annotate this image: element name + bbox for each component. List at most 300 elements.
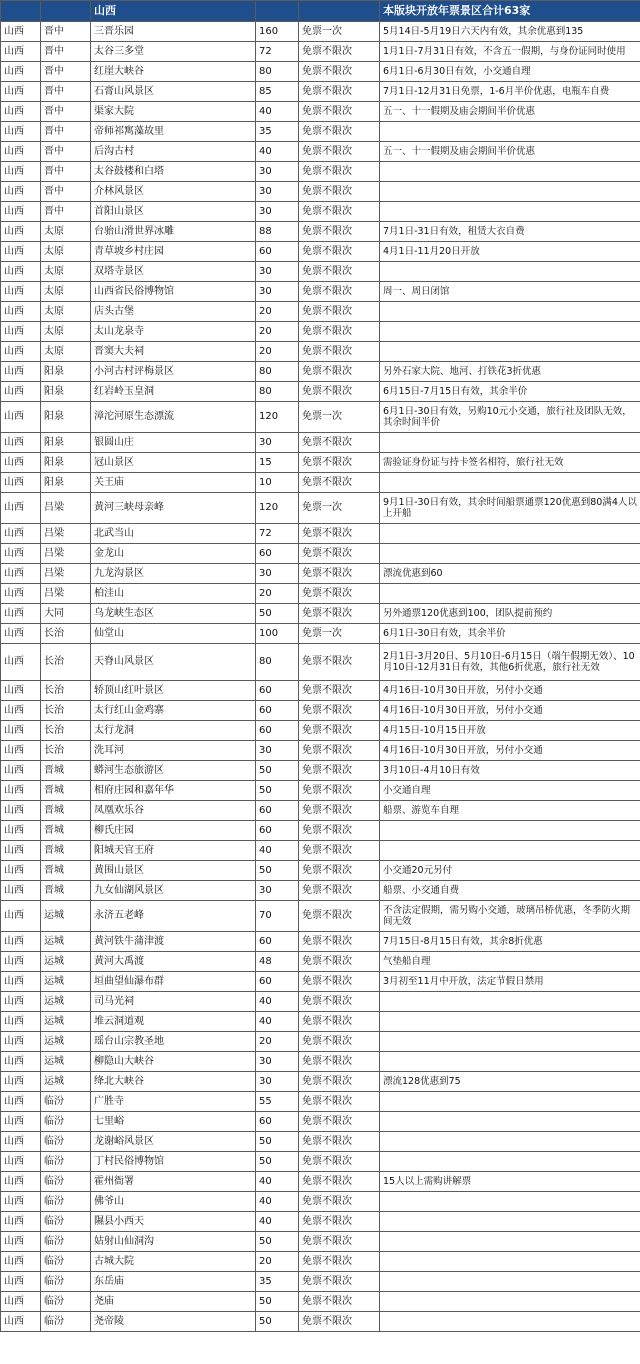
price-cell: 50 [256,781,299,801]
ticket-type-cell: 免票一次 [299,624,380,644]
spot-name-cell: 永济五老峰 [91,901,256,932]
city-cell: 长治 [41,721,91,741]
city-cell: 临汾 [41,1232,91,1252]
notes-cell [380,1132,640,1152]
spot-name-cell: 柏洼山 [91,584,256,604]
table-row [1,901,640,932]
notes-cell [380,262,640,282]
ticket-type-cell: 免票不限次 [299,801,380,821]
table-row [1,202,640,222]
notes-cell [380,1152,640,1172]
province-cell: 山西 [1,1032,41,1052]
price-cell: 60 [256,721,299,741]
ticket-type-cell: 免票不限次 [299,42,380,62]
notes-cell: 15人以上需购讲解票 [380,1172,640,1192]
price-cell: 88 [256,222,299,242]
ticket-type-cell: 免票不限次 [299,122,380,142]
notes-cell [380,841,640,861]
spot-name-cell: 广胜寺 [91,1092,256,1112]
price-cell: 30 [256,182,299,202]
city-cell: 晋城 [41,861,91,881]
price-cell: 60 [256,821,299,841]
spot-name-cell: 台骀山滑世界冰雕 [91,222,256,242]
table-row [1,992,640,1012]
table-row [1,182,640,202]
city-cell: 太原 [41,322,91,342]
province-cell: 山西 [1,433,41,453]
price-cell: 30 [256,741,299,761]
province-cell: 山西 [1,282,41,302]
notes-cell [380,1032,640,1052]
price-cell: 48 [256,952,299,972]
ticket-type-cell: 免票不限次 [299,584,380,604]
table-row [1,382,640,402]
table-row [1,302,640,322]
table-row [1,1212,640,1232]
ticket-type-cell: 免票不限次 [299,721,380,741]
province-cell: 山西 [1,1072,41,1092]
spot-name-cell: 龙谢峪风景区 [91,1132,256,1152]
notes-cell [380,1312,640,1332]
spot-name-cell: 青草坡乡村庄园 [91,242,256,262]
city-cell: 晋中 [41,62,91,82]
city-cell: 阳泉 [41,473,91,493]
notes-cell: 6月1日-30日有效，其余半价 [380,624,640,644]
header-blank-2 [41,1,91,22]
notes-cell [380,1052,640,1072]
province-cell: 山西 [1,1092,41,1112]
ticket-type-cell: 免票不限次 [299,564,380,584]
city-cell: 太原 [41,302,91,322]
city-cell: 晋城 [41,821,91,841]
province-cell: 山西 [1,1152,41,1172]
table-row [1,62,640,82]
table-row [1,1112,640,1132]
province-cell: 山西 [1,584,41,604]
price-cell: 20 [256,322,299,342]
city-cell: 吕梁 [41,544,91,564]
province-cell: 山西 [1,901,41,932]
province-cell: 山西 [1,564,41,584]
ticket-type-cell: 免票不限次 [299,102,380,122]
province-cell: 山西 [1,22,41,42]
header-blank-1 [1,1,41,22]
table-row [1,162,640,182]
table-row [1,841,640,861]
price-cell: 30 [256,282,299,302]
notes-cell [380,524,640,544]
notes-cell: 4月16日-10月30日开放，另付小交通 [380,701,640,721]
ticket-type-cell: 免票不限次 [299,142,380,162]
ticket-type-cell: 免票不限次 [299,453,380,473]
table-row [1,644,640,681]
province-cell: 山西 [1,1192,41,1212]
notes-cell [380,1212,640,1232]
table-row [1,1032,640,1052]
notes-cell: 4月1日-11月20日开放 [380,242,640,262]
province-cell: 山西 [1,322,41,342]
table-row [1,22,640,42]
ticket-type-cell: 免票不限次 [299,1272,380,1292]
table-row [1,544,640,564]
city-cell: 运城 [41,952,91,972]
province-cell: 山西 [1,1132,41,1152]
notes-cell: 另外通票120优惠到100，团队提前预约 [380,604,640,624]
province-cell: 山西 [1,624,41,644]
price-cell: 50 [256,1292,299,1312]
notes-cell: 3月初至11月中开放，法定节假日禁用 [380,972,640,992]
spot-name-cell: 丁村民俗博物馆 [91,1152,256,1172]
table-row [1,1192,640,1212]
city-cell: 长治 [41,701,91,721]
spot-name-cell: 柳氏庄园 [91,821,256,841]
ticket-type-cell: 免票不限次 [299,972,380,992]
city-cell: 运城 [41,1052,91,1072]
notes-cell: 7月15日-8月15日有效，其余8折优惠 [380,932,640,952]
notes-cell [380,1252,640,1272]
city-cell: 太原 [41,222,91,242]
spot-name-cell: 黄河三峡母亲峰 [91,493,256,524]
notes-cell [380,433,640,453]
notes-cell: 船票、游览车自理 [380,801,640,821]
province-cell: 山西 [1,761,41,781]
province-cell: 山西 [1,1212,41,1232]
notes-cell: 4月15日-10月15日开放 [380,721,640,741]
notes-cell: 4月16日-10月30日开放，另付小交通 [380,681,640,701]
table-row [1,952,640,972]
notes-cell: 4月16日-10月30日开放，另付小交通 [380,741,640,761]
spot-name-cell: 介林风景区 [91,182,256,202]
price-cell: 20 [256,302,299,322]
table-row [1,1132,640,1152]
price-cell: 85 [256,82,299,102]
spot-name-cell: 司马光祠 [91,992,256,1012]
price-cell: 40 [256,1192,299,1212]
province-cell: 山西 [1,142,41,162]
notes-cell: 另外石家大院、地河、打铁花3折优惠 [380,362,640,382]
spot-name-cell: 小河古村评梅景区 [91,362,256,382]
city-cell: 运城 [41,1072,91,1092]
ticket-type-cell: 免票不限次 [299,701,380,721]
province-cell: 山西 [1,182,41,202]
notes-cell [380,342,640,362]
spot-name-cell: 红岩岭玉皇洞 [91,382,256,402]
table-row [1,102,640,122]
ticket-type-cell: 免票不限次 [299,322,380,342]
notes-cell [380,584,640,604]
notes-cell: 3月10日-4月10日有效 [380,761,640,781]
notes-cell: 需验证身份证与持卡签名相符，旅行社无效 [380,453,640,473]
table-row [1,1092,640,1112]
price-cell: 30 [256,162,299,182]
price-cell: 55 [256,1092,299,1112]
ticket-type-cell: 免票不限次 [299,821,380,841]
province-cell: 山西 [1,1232,41,1252]
spot-name-cell: 店头古堡 [91,302,256,322]
price-cell: 60 [256,242,299,262]
ticket-type-cell: 免票不限次 [299,182,380,202]
table-header-row [1,1,640,22]
table-row [1,701,640,721]
price-cell: 30 [256,433,299,453]
ticket-type-cell: 免票不限次 [299,382,380,402]
spot-name-cell: 瑶台山宗教圣地 [91,1032,256,1052]
city-cell: 晋城 [41,801,91,821]
city-cell: 太原 [41,242,91,262]
table-row [1,861,640,881]
table-row [1,1152,640,1172]
spot-name-cell: 冠山景区 [91,453,256,473]
price-cell: 60 [256,544,299,564]
ticket-type-cell: 免票不限次 [299,362,380,382]
spot-name-cell: 太山龙泉寺 [91,322,256,342]
province-cell: 山西 [1,493,41,524]
city-cell: 临汾 [41,1172,91,1192]
table-row [1,222,640,242]
ticket-type-cell: 免票不限次 [299,262,380,282]
ticket-type-cell: 免票不限次 [299,282,380,302]
notes-cell: 周一、周日闭馆 [380,282,640,302]
notes-cell: 5月14日-5月19日六天内有效，其余优惠到135 [380,22,640,42]
notes-cell [380,473,640,493]
notes-cell [380,162,640,182]
city-cell: 临汾 [41,1272,91,1292]
spot-name-cell: 黄河铁牛蒲津渡 [91,932,256,952]
province-cell: 山西 [1,302,41,322]
notes-cell: 2月1日-3月20日、5月10日-6月15日（端午假期无效）、10月10日-12月31日有效，其他6折优惠，旅行社无效 [380,644,640,681]
city-cell: 长治 [41,681,91,701]
spot-name-cell: 帝师祁寯藻故里 [91,122,256,142]
province-cell: 山西 [1,741,41,761]
spot-name-cell: 双塔寺景区 [91,262,256,282]
province-cell: 山西 [1,801,41,821]
spot-name-cell: 隰县小西天 [91,1212,256,1232]
province-cell: 山西 [1,644,41,681]
province-cell: 山西 [1,972,41,992]
notes-cell: 7月1日-12月31日免票，1-6月半价优惠，电瓶车自费 [380,82,640,102]
notes-cell [380,544,640,564]
province-cell: 山西 [1,544,41,564]
city-cell: 运城 [41,1032,91,1052]
header-blank-4 [299,1,380,22]
province-cell: 山西 [1,524,41,544]
city-cell: 晋中 [41,22,91,42]
ticket-type-cell: 免票不限次 [299,1072,380,1092]
notes-cell: 7月1日-31日有效，租赁大衣自费 [380,222,640,242]
province-cell: 山西 [1,453,41,473]
province-cell: 山西 [1,861,41,881]
spot-name-cell: 尧庙 [91,1292,256,1312]
province-cell: 山西 [1,952,41,972]
city-cell: 吕梁 [41,524,91,544]
province-cell: 山西 [1,681,41,701]
price-cell: 80 [256,382,299,402]
price-cell: 70 [256,901,299,932]
ticket-type-cell: 免票不限次 [299,162,380,182]
price-cell: 30 [256,564,299,584]
province-cell: 山西 [1,1012,41,1032]
notes-cell [380,1272,640,1292]
ticket-type-cell: 免票不限次 [299,841,380,861]
table-row [1,1052,640,1072]
ticket-type-cell: 免票不限次 [299,1192,380,1212]
table-row [1,1272,640,1292]
ticket-type-cell: 免票不限次 [299,1232,380,1252]
table-row [1,584,640,604]
ticket-type-cell: 免票不限次 [299,952,380,972]
city-cell: 阳泉 [41,362,91,382]
province-cell: 山西 [1,382,41,402]
price-cell: 120 [256,402,299,433]
table-row [1,1252,640,1272]
table-row [1,453,640,473]
ticket-type-cell: 免票不限次 [299,644,380,681]
city-cell: 太原 [41,282,91,302]
spot-name-cell: 红崖大峡谷 [91,62,256,82]
spot-name-cell: 山西省民俗博物馆 [91,282,256,302]
city-cell: 晋中 [41,182,91,202]
price-cell: 60 [256,1112,299,1132]
price-cell: 40 [256,1172,299,1192]
city-cell: 运城 [41,932,91,952]
spot-name-cell: 相府庄园和嘉年华 [91,781,256,801]
header-blank-3 [256,1,299,22]
spot-name-cell: 关王庙 [91,473,256,493]
spot-name-cell: 金龙山 [91,544,256,564]
province-cell: 山西 [1,701,41,721]
ticket-type-cell: 免票一次 [299,22,380,42]
table-row [1,932,640,952]
city-cell: 晋中 [41,162,91,182]
province-cell: 山西 [1,992,41,1012]
ticket-type-cell: 免票一次 [299,402,380,433]
ticket-type-cell: 免票不限次 [299,1212,380,1232]
spot-name-cell: 三晋乐园 [91,22,256,42]
price-cell: 50 [256,1312,299,1332]
spot-name-cell: 凤凰欢乐谷 [91,801,256,821]
spot-name-cell: 后沟古村 [91,142,256,162]
table-row [1,493,640,524]
province-cell: 山西 [1,1172,41,1192]
notes-cell [380,1112,640,1132]
spot-name-cell: 石膏山风景区 [91,82,256,102]
price-cell: 20 [256,584,299,604]
notes-cell: 小交通自理 [380,781,640,801]
table-row [1,1172,640,1192]
price-cell: 40 [256,142,299,162]
ticket-type-cell: 免票不限次 [299,1112,380,1132]
city-cell: 临汾 [41,1112,91,1132]
table-row [1,821,640,841]
city-cell: 太原 [41,262,91,282]
province-cell: 山西 [1,62,41,82]
notes-cell: 6月1日-6月30日有效，小交通自理 [380,62,640,82]
spot-name-cell: 堆云洞道观 [91,1012,256,1032]
notes-cell [380,1012,640,1032]
price-cell: 72 [256,524,299,544]
table-row [1,342,640,362]
ticket-type-cell: 免票不限次 [299,761,380,781]
table-row [1,242,640,262]
spot-name-cell: 佛爷山 [91,1192,256,1212]
province-cell: 山西 [1,1112,41,1132]
city-cell: 长治 [41,741,91,761]
city-cell: 吕梁 [41,493,91,524]
spot-name-cell: 绛北大峡谷 [91,1072,256,1092]
ticket-type-cell: 免票不限次 [299,433,380,453]
spot-name-cell: 黄围山景区 [91,861,256,881]
price-cell: 30 [256,262,299,282]
ticket-type-cell: 免票不限次 [299,1152,380,1172]
spot-name-cell: 天脊山风景区 [91,644,256,681]
price-cell: 50 [256,604,299,624]
ticket-type-cell: 免票不限次 [299,1052,380,1072]
table-row [1,741,640,761]
table-row [1,681,640,701]
city-cell: 临汾 [41,1092,91,1112]
city-cell: 临汾 [41,1312,91,1332]
province-cell: 山西 [1,102,41,122]
spot-name-cell: 垣曲望仙瀑布群 [91,972,256,992]
price-cell: 72 [256,42,299,62]
notes-cell [380,1092,640,1112]
spot-name-cell: 渠家大院 [91,102,256,122]
spot-name-cell: 太行红山金鸡寨 [91,701,256,721]
table-row [1,362,640,382]
ticket-type-cell: 免票不限次 [299,544,380,564]
spot-name-cell: 漳沱河原生态漂流 [91,402,256,433]
price-cell: 40 [256,1012,299,1032]
price-cell: 100 [256,624,299,644]
ticket-type-cell: 免票不限次 [299,1032,380,1052]
price-cell: 50 [256,1232,299,1252]
province-cell: 山西 [1,82,41,102]
table-row [1,624,640,644]
ticket-type-cell: 免票不限次 [299,202,380,222]
notes-cell: 五一、十一假期及庙会期间半价优惠 [380,102,640,122]
notes-cell [380,821,640,841]
city-cell: 晋城 [41,841,91,861]
ticket-type-cell: 免票不限次 [299,342,380,362]
province-cell: 山西 [1,1272,41,1292]
province-cell: 山西 [1,781,41,801]
table-row [1,1292,640,1312]
price-cell: 50 [256,1132,299,1152]
price-cell: 80 [256,362,299,382]
price-cell: 120 [256,493,299,524]
city-cell: 晋中 [41,82,91,102]
price-cell: 20 [256,1032,299,1052]
spot-name-cell: 七里峪 [91,1112,256,1132]
ticket-type-cell: 免票不限次 [299,242,380,262]
notes-cell [380,992,640,1012]
city-cell: 临汾 [41,1292,91,1312]
spot-name-cell: 银圆山庄 [91,433,256,453]
spot-name-cell: 乌龙峡生态区 [91,604,256,624]
city-cell: 临汾 [41,1132,91,1152]
spot-name-cell: 太谷鼓楼和白塔 [91,162,256,182]
city-cell: 阳泉 [41,433,91,453]
province-cell: 山西 [1,122,41,142]
ticket-type-cell: 免票不限次 [299,1172,380,1192]
price-cell: 30 [256,881,299,901]
spot-name-cell: 洗耳河 [91,741,256,761]
city-cell: 太原 [41,342,91,362]
spot-name-cell: 太行龙洞 [91,721,256,741]
price-cell: 60 [256,801,299,821]
notes-cell: 气垫船自理 [380,952,640,972]
notes-cell [380,122,640,142]
